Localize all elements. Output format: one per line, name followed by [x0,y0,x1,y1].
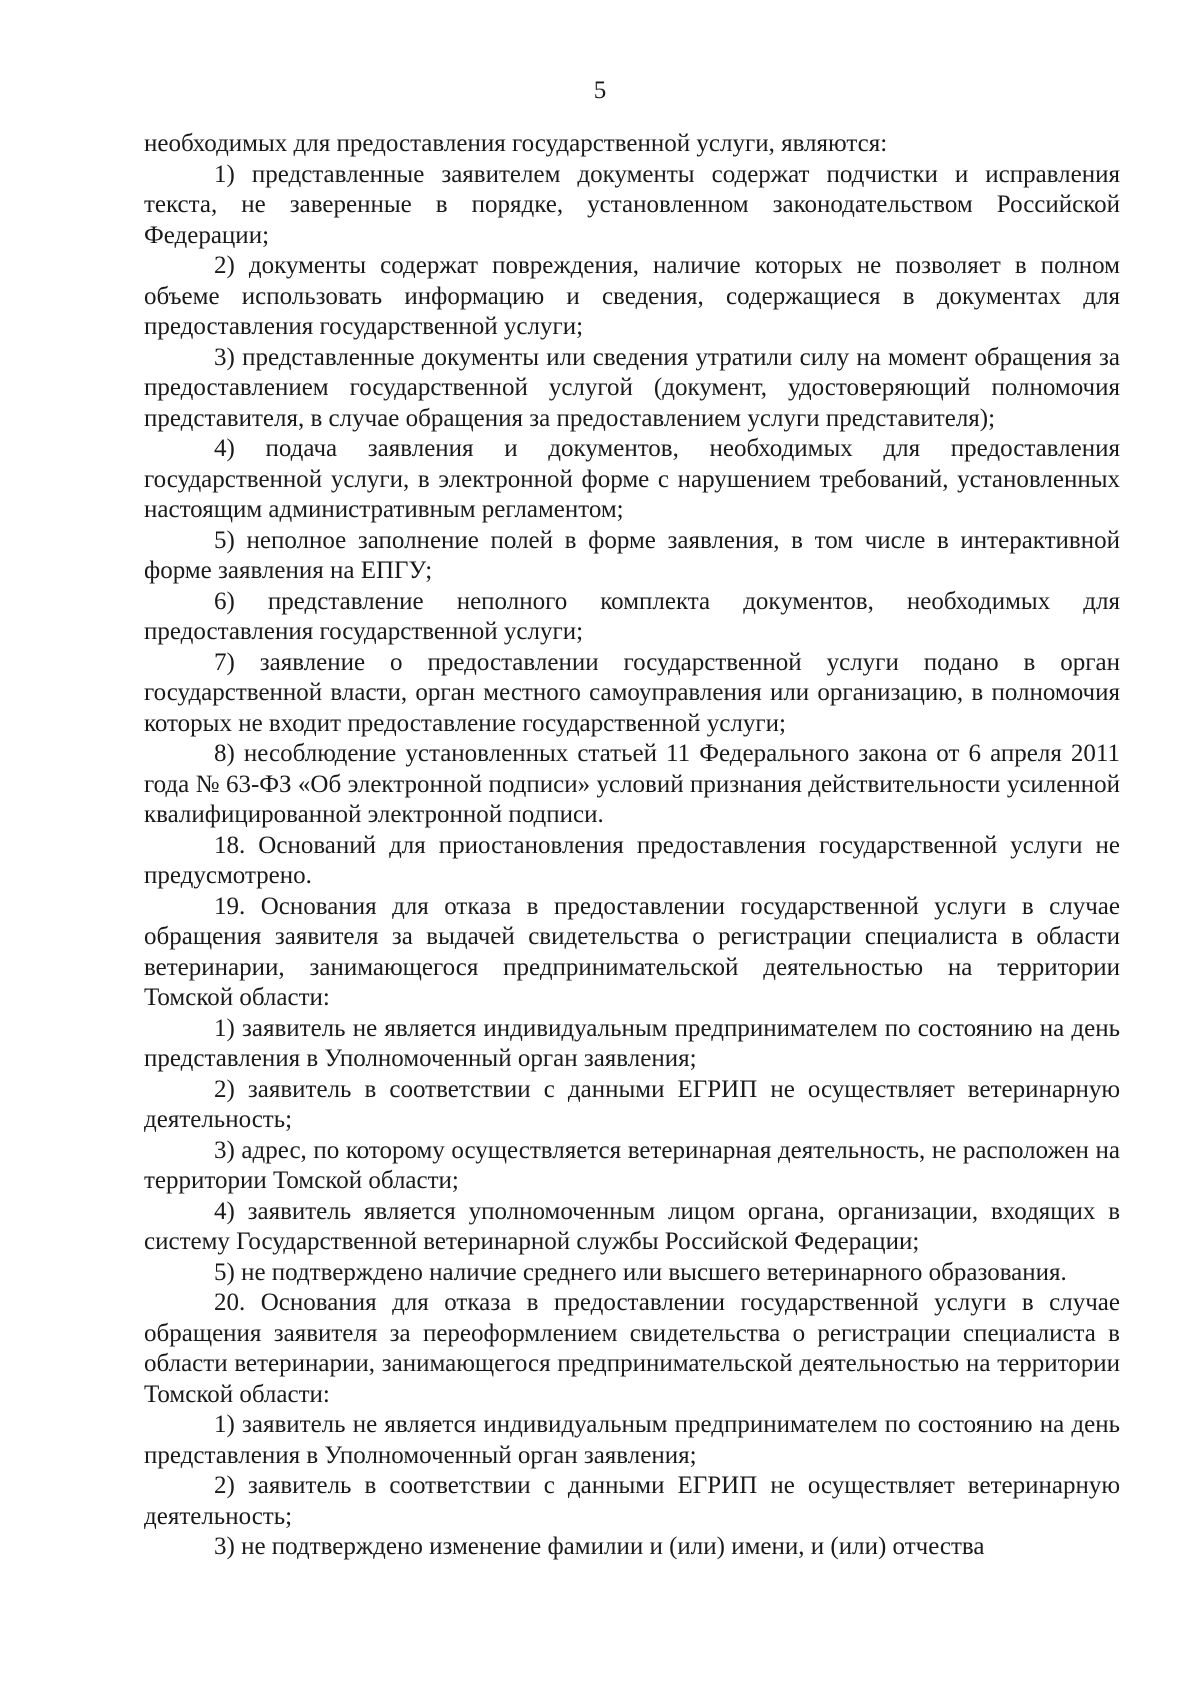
list-item-2: 2) документы содержат повреждения, наличие которых не позволяет в полном объеме использовать информацию и сведения, содержащиеся в документах для предоставления государственной услуги; [144,252,1120,340]
section-20: 20. Основания для отказа в предоставлении государственной услуги в случае обращения заявителя за переоформлением свидетельства о регистрации специалиста в области ветеринарии, занимающегося предпринимательской деятельностью на территории Томской области: [144,1289,1120,1408]
list-item-1: 1) представленные заявителем документы содержат подчистки и исправления текста, не заверенные в порядке, установленном законодательством Российской Федерации; [144,160,1120,249]
list-item-4: 4) подача заявления и документов, необходимых для предоставления государственной услуги, в электронной форме с нарушением требований, установленных настоящим административным регламентом; [144,435,1120,523]
section-19-item-2: 2) заявитель в соответствии с данными ЕГРИП не осуществляет ветеринарную деятельность; [144,1075,1120,1133]
section-19-item-3: 3) адрес, по которому осуществляется ветеринарная деятельность, не расположен на территории Томской области; [144,1136,1120,1194]
section-20-item-1: 1) заявитель не является индивидуальным предпринимателем по состоянию на день представления в Уполномоченный орган заявления; [144,1411,1120,1469]
list-item-7: 7) заявление о предоставлении государственной услуги подано в орган государственной власти, орган местного самоуправления или организацию, в полномочия которых не входит предоставление государственной услуги; [144,648,1120,737]
page-number: 5 [593,77,607,104]
list-item-6: 6) представление неполного комплекта документов, необходимых для предоставления государственной услуги; [144,587,1120,645]
section-20-item-2: 2) заявитель в соответствии с данными ЕГРИП не осуществляет ветеринарную деятельность; [144,1472,1120,1530]
section-19: 19. Основания для отказа в предоставлении государственной услуги в случае обращения заявителя за выдачей свидетельства о регистрации специалиста в области ветеринарии, занимающегося предпринимательской деятельностью на территории Томской области: [144,892,1120,1011]
section-19-item-1: 1) заявитель не является индивидуальным предпринимателем по состоянию на день представления в Уполномоченный орган заявления; [144,1014,1120,1072]
section-18: 18. Оснований для приостановления предоставления государственной услуги не предусмотрено. [144,831,1120,889]
section-19-item-5: 5) не подтверждено наличие среднего или высшего ветеринарного образования. [214,1258,1067,1286]
section-20-item-3: 3) не подтверждено изменение фамилии и (или) имени, и (или) отчества [214,1533,985,1560]
list-item-3: 3) представленные документы или сведения утратили силу на момент обращения за предоставлением государственной услугой (документ, удостоверяющий полномочия представителя, в случае обращения за предоставлением услуги представителя); [144,343,1120,432]
paragraph-continuation: необходимых для предоставления государственной услуги, являются: [144,130,888,157]
section-19-item-4: 4) заявитель является уполномоченным лицом органа, организации, входящих в систему Государственной ветеринарной службы Российской Федерации; [144,1197,1120,1255]
list-item-5: 5) неполное заполнение полей в форме заявления, в том числе в интерактивной форме заявления на ЕПГУ; [144,526,1120,584]
list-item-8: 8) несоблюдение установленных статьей 11 Федерального закона от 6 апреля 2011 года № 63-ФЗ «Об электронной подписи» условий признания действительности усиленной квалифицированной электронной подписи. [144,740,1120,828]
document-body [144,129,1120,1563]
